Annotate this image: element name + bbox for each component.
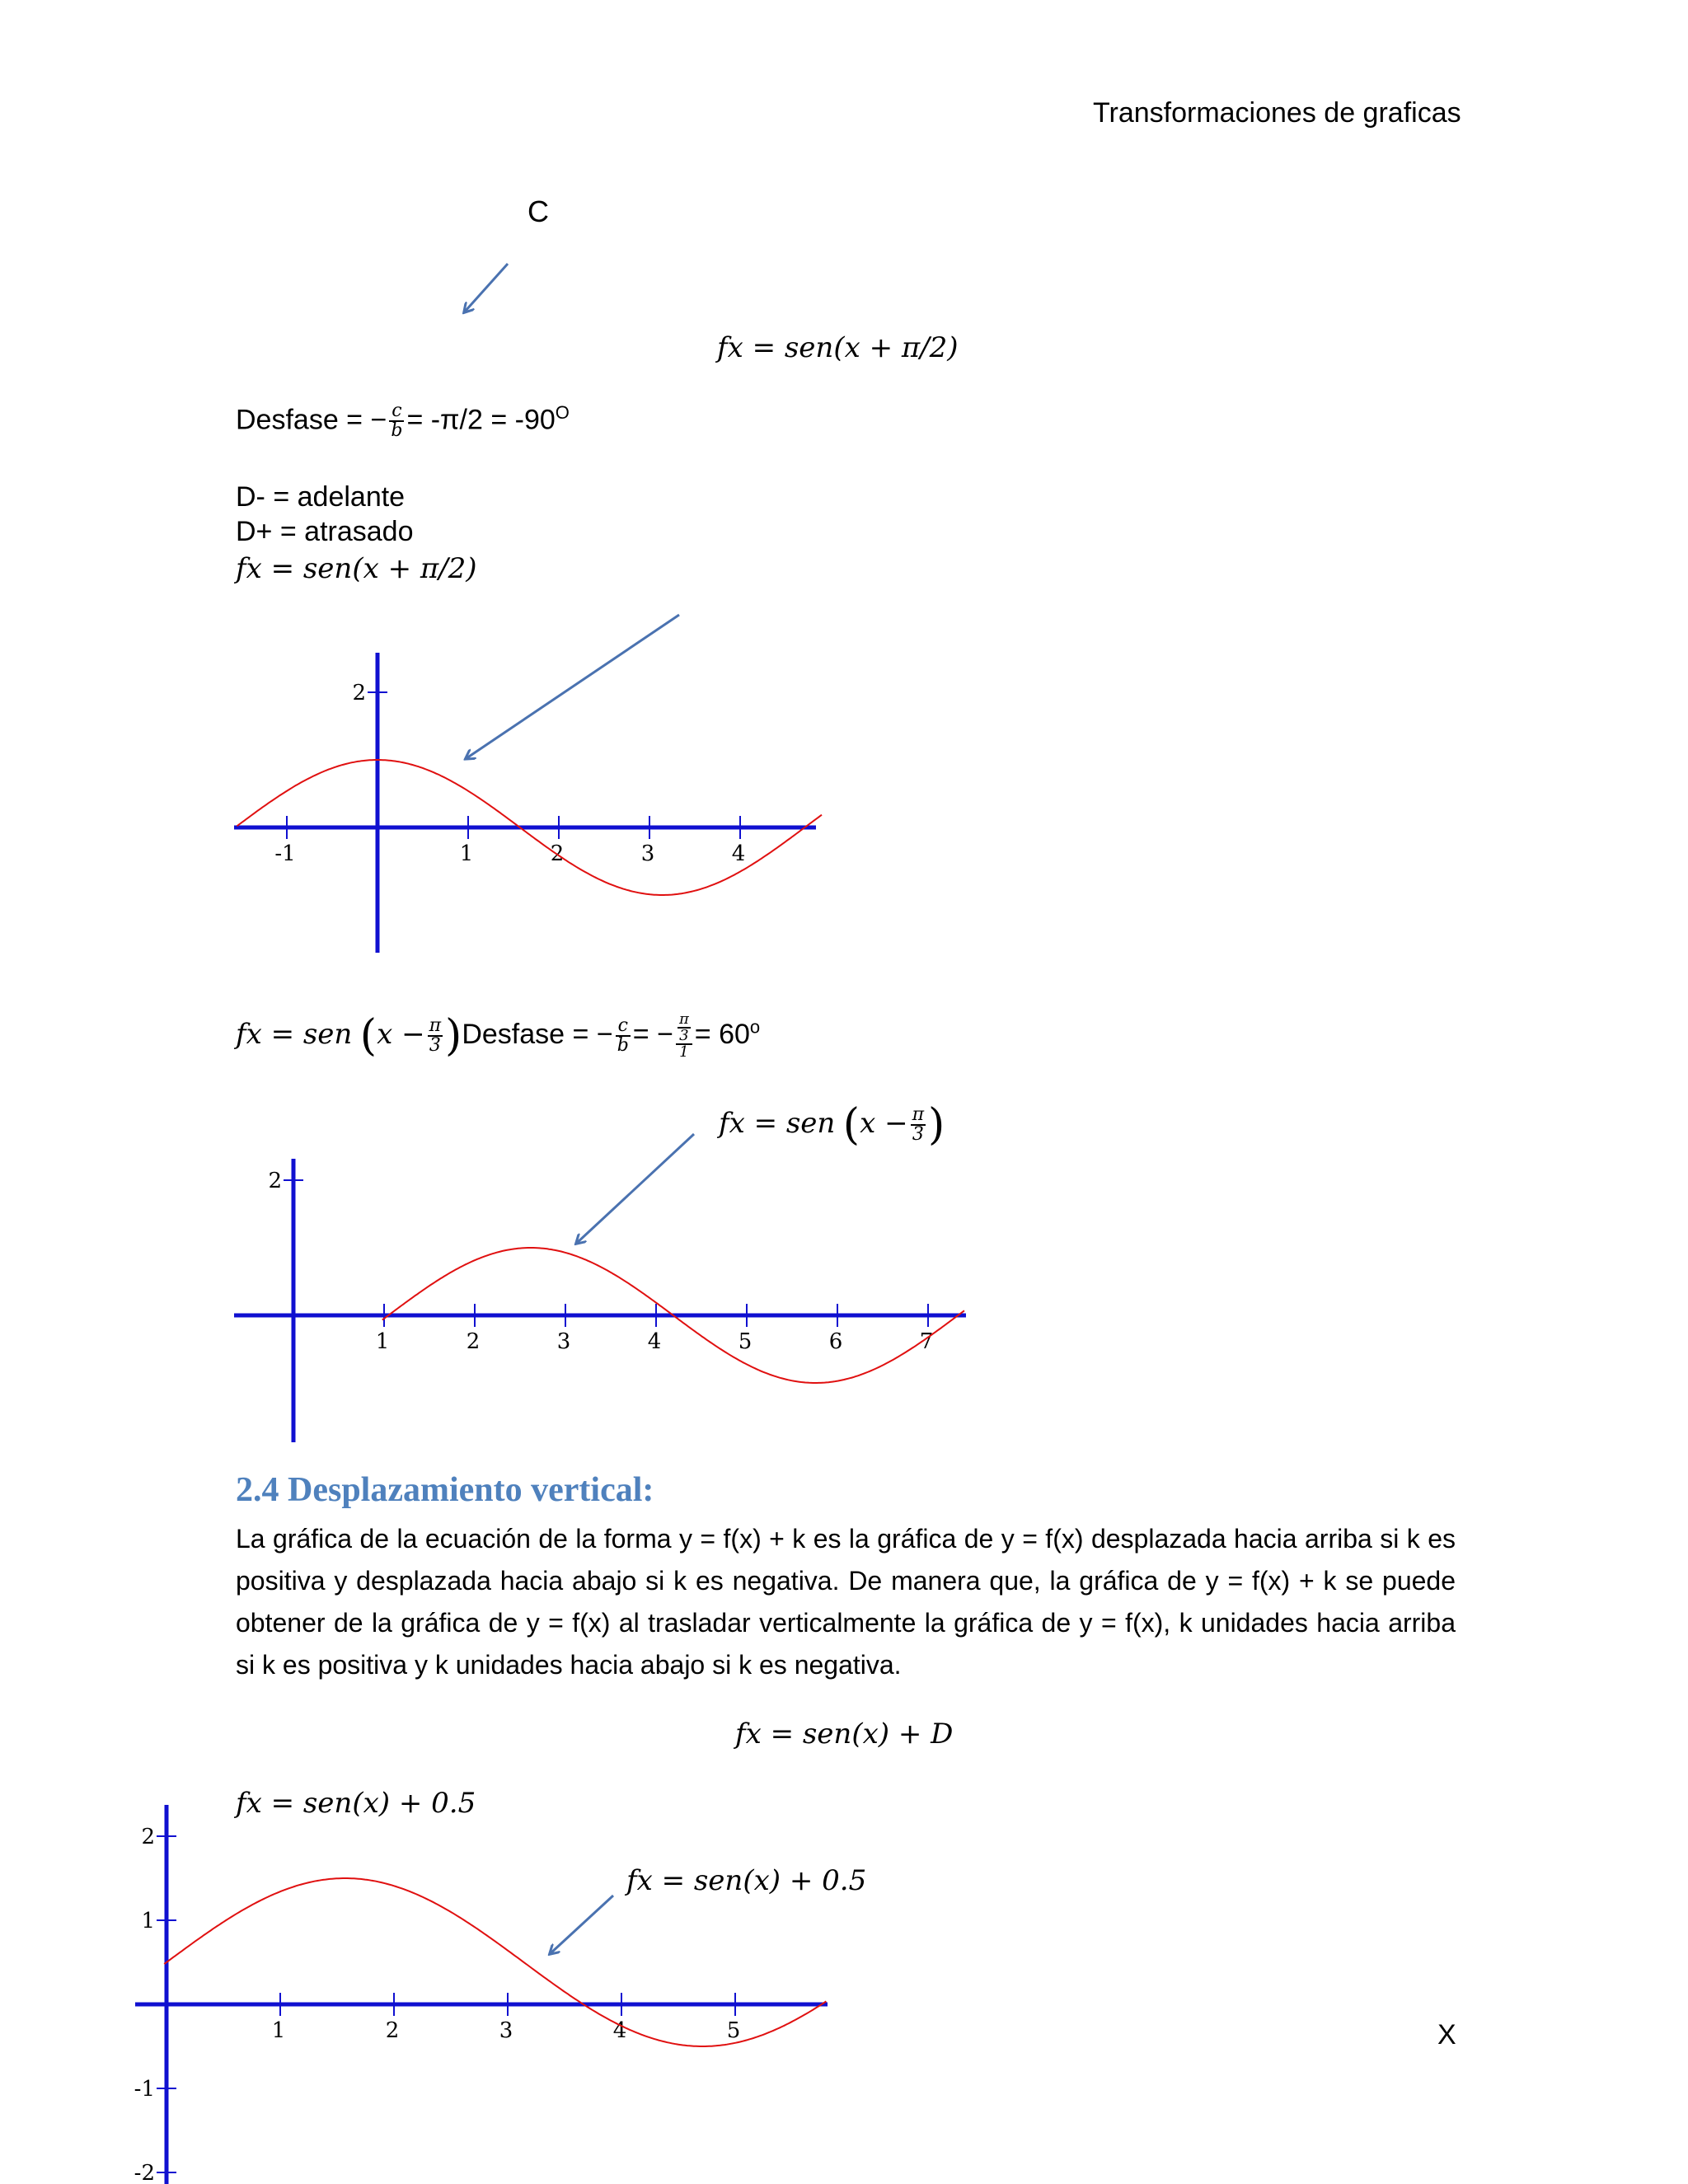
formula-pi3-x: x − — [377, 1017, 425, 1051]
formula-shift-pi2-left: fx = sen(x + π/2) — [236, 552, 477, 585]
x-tick-label: -1 — [274, 841, 296, 866]
x-tick-label: 5 — [726, 2018, 741, 2043]
x-tick-label: 1 — [375, 1329, 390, 1354]
formula-pi3-x: x − — [860, 1106, 908, 1140]
degree-mark-2: o — [749, 1016, 761, 1038]
open-paren: ( — [842, 1100, 860, 1150]
y-tick-label: 2 — [352, 681, 366, 705]
x-tick-label: 2 — [550, 841, 565, 866]
section-paragraph: La gráfica de la ecuación de la forma y = f(x) + k es la gráfica de y = f(x) desplazada hacia arriba si k es positiva y desplazada hacia abajo si k es negativa. De manera que, la gráfica de y = f(x) + k se puede obtener de la gráfica de y = f(x) al trasladar verticalmente la gráfica de y = f(x), k unidades hacia arriba si k es positiva y k unidades hacia abajo si k es negativa. — [236, 1524, 1456, 1680]
fraction-numerator: π — [429, 1015, 442, 1036]
x-tick-label: 4 — [612, 2018, 627, 2043]
y-tick-label: 1 — [141, 1909, 155, 1933]
x-tick-label: 1 — [271, 2018, 286, 2043]
x-tick-label: 2 — [466, 1329, 481, 1354]
y-tick-label: 2 — [141, 1825, 155, 1849]
formula-general-vertical: fx = sen(x) + D — [735, 1718, 954, 1750]
desfase2-prefix: Desfase = − — [462, 1018, 613, 1050]
desfase2-eq: = − — [632, 1018, 673, 1050]
x-tick-label: 5 — [738, 1329, 753, 1354]
chart-sin-shift-left — [234, 653, 822, 953]
fraction-numerator: π — [678, 1010, 689, 1028]
y-tick-label: 2 — [268, 1169, 282, 1193]
formula-pi3-prefix: fx = sen — [719, 1106, 836, 1140]
x-tick-label: 4 — [647, 1329, 662, 1354]
desfase-prefix: Desfase = − — [236, 404, 387, 436]
arrow-to-chart-3 — [551, 1896, 613, 1953]
formula-shift-pi2: fx = sen(x + π/2) — [717, 331, 959, 364]
open-paren: ( — [359, 1011, 377, 1061]
formula-vertical-05: fx = sen(x) + 0.5 — [236, 1787, 476, 1820]
close-paren: ) — [445, 1011, 462, 1061]
desfase-value: = -π/2 = -90 — [406, 404, 556, 436]
x-tick-label: 4 — [731, 841, 746, 866]
d-plus-line: D+ = atrasado — [236, 516, 414, 547]
x-tick-label: 6 — [828, 1329, 843, 1354]
degree-mark: O — [555, 402, 570, 423]
fraction-numerator: c — [389, 402, 404, 422]
x-tick-label: 2 — [385, 2018, 400, 2043]
y-tick-label: -1 — [134, 2077, 155, 2102]
chart-sin-vertical-shift — [134, 1805, 828, 2184]
fraction-numerator: c — [616, 1017, 631, 1037]
d-minus-line: D- = adelante — [236, 481, 406, 513]
x-tick-label: 3 — [640, 841, 655, 866]
x-tick-label: 7 — [919, 1329, 934, 1354]
formula-pi3-prefix: fx = sen — [236, 1017, 353, 1051]
fraction-denominator: 3 — [679, 1027, 689, 1044]
x-label: X — [1437, 2019, 1456, 2050]
c-label: C — [528, 194, 549, 228]
arrow-to-chart-1 — [467, 615, 679, 758]
fraction-denominator: 3 — [912, 1124, 924, 1145]
fraction-denominator: 3 — [429, 1035, 441, 1056]
compound-denominator: 1 — [679, 1043, 689, 1061]
fraction-denominator: b — [391, 420, 403, 442]
page-header-title: Transformaciones de graficas — [1093, 97, 1461, 129]
arrow-to-chart-2 — [577, 1134, 694, 1243]
x-tick-label: 3 — [499, 2018, 513, 2043]
x-tick-label: 1 — [459, 841, 474, 866]
fraction-numerator: π — [912, 1104, 925, 1125]
y-tick-label: -2 — [134, 2161, 155, 2184]
close-paren: ) — [928, 1100, 945, 1150]
desfase2-value: = 60 — [694, 1018, 750, 1050]
section-heading: 2.4 Desplazamiento vertical: — [236, 1471, 654, 1509]
arrow-to-c — [465, 264, 508, 312]
x-tick-label: 3 — [556, 1329, 571, 1354]
chart-sin-shift-right — [234, 1159, 966, 1442]
fraction-denominator: b — [617, 1035, 629, 1056]
formula-vertical-05-right: fx = sen(x) + 0.5 — [626, 1864, 867, 1897]
